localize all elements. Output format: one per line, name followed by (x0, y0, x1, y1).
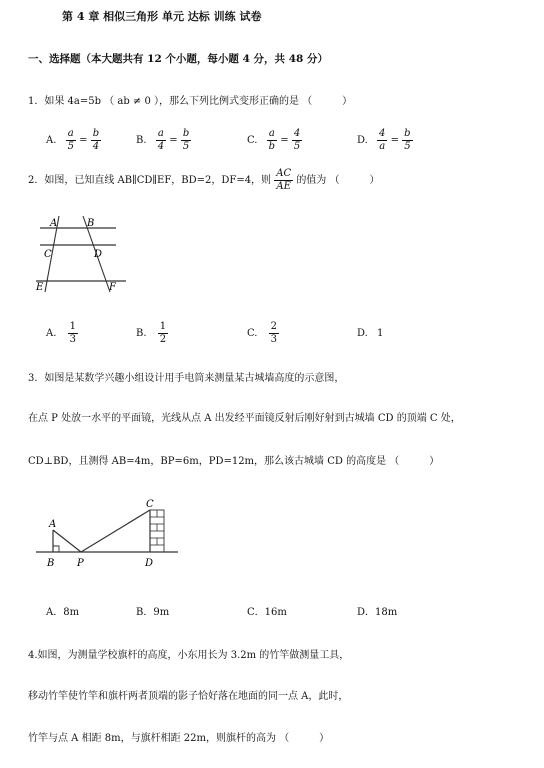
question-3-line-1: 3．如图是某数学兴趣小组设计用手电筒来测量某古城墙高度的示意图， (28, 373, 345, 384)
page-title: 第 4 章 相似三角形 单元 达标 训练 试卷 (62, 10, 262, 23)
question-1-option-b[interactable]: B. $\frac{a}{4}$ = $\frac{b}{5}$ (136, 128, 190, 152)
question-4-line-3: 竹竿与点 A 相距 8m，与旗杆相距 22m，则旗杆的高为 （ ） (28, 733, 330, 744)
figure-label-p: P (77, 558, 84, 569)
question-4-line-1: 4.如图，为测量学校旗杆的高度，小东用长为 3.2m 的竹竿做测量工具， (28, 650, 350, 661)
question-3-option-c[interactable]: C．16m (247, 607, 287, 618)
figure-label-c: C (146, 499, 154, 510)
question-3-option-a[interactable]: A．8m (46, 607, 80, 618)
question-2-option-b[interactable]: B. $\frac{1}{2}$ (136, 321, 167, 345)
section-heading-choice: 一、选择题（本大题共有 12 个小题，每小题 4 分，共 48 分） (28, 53, 328, 65)
question-3-option-b[interactable]: B．9m (136, 607, 170, 618)
question-2-option-c[interactable]: C. $\frac{2}{3}$ (247, 321, 278, 345)
question-1-option-a[interactable]: A. $\frac{a}{5}$ = $\frac{b}{4}$ (46, 128, 100, 152)
question-3-line-2: 在点 P 处放一水平的平面镜，光线从点 A 出发经平面镜反射后刚好射到古城墙 CD 的顶端 C 处， (28, 413, 461, 424)
question-3-figure (36, 496, 186, 572)
figure-label-e: E (36, 282, 44, 293)
figure-label-f: F (109, 282, 116, 293)
question-1-option-d[interactable]: D. $\frac{4}{a}$ = $\frac{b}{5}$ (357, 128, 411, 152)
question-1-option-c[interactable]: C. $\frac{a}{b}$ = $\frac{4}{5}$ (247, 128, 301, 152)
figure-label-c: C (44, 249, 52, 260)
figure-label-a: A (49, 519, 57, 530)
figure-label-d: D (145, 558, 154, 569)
question-2-stem: 2．如图，已知直线 AB∥CD∥EF，BD=2，DF=4，则 $\frac{AC}{AE}$ 的值为 （ ） (28, 168, 380, 192)
question-3-line-3: CD⊥BD，且测得 AB=4m，BP=6m，PD=12m，那么该古城墙 CD 的高度是 （ ） (28, 456, 440, 467)
figure-label-d: D (94, 249, 103, 260)
question-2-option-d[interactable]: D. 1 (357, 328, 384, 339)
question-3-option-d[interactable]: D．18m (357, 607, 398, 618)
question-4-line-2: 移动竹竿使竹竿和旗杆两者顶端的影子恰好落在地面的同一点 A，此时， (28, 691, 349, 702)
figure-label-a: A (50, 218, 58, 229)
figure-label-b: B (87, 218, 95, 229)
question-2-figure (30, 212, 130, 294)
question-1-stem: 1．如果 4a=5b （ ab ≠ 0 ），那么下列比例式变形正确的是 （ ） (28, 96, 353, 107)
figure-label-b: B (47, 558, 55, 569)
question-2-option-a[interactable]: A. $\frac{1}{3}$ (46, 321, 76, 345)
